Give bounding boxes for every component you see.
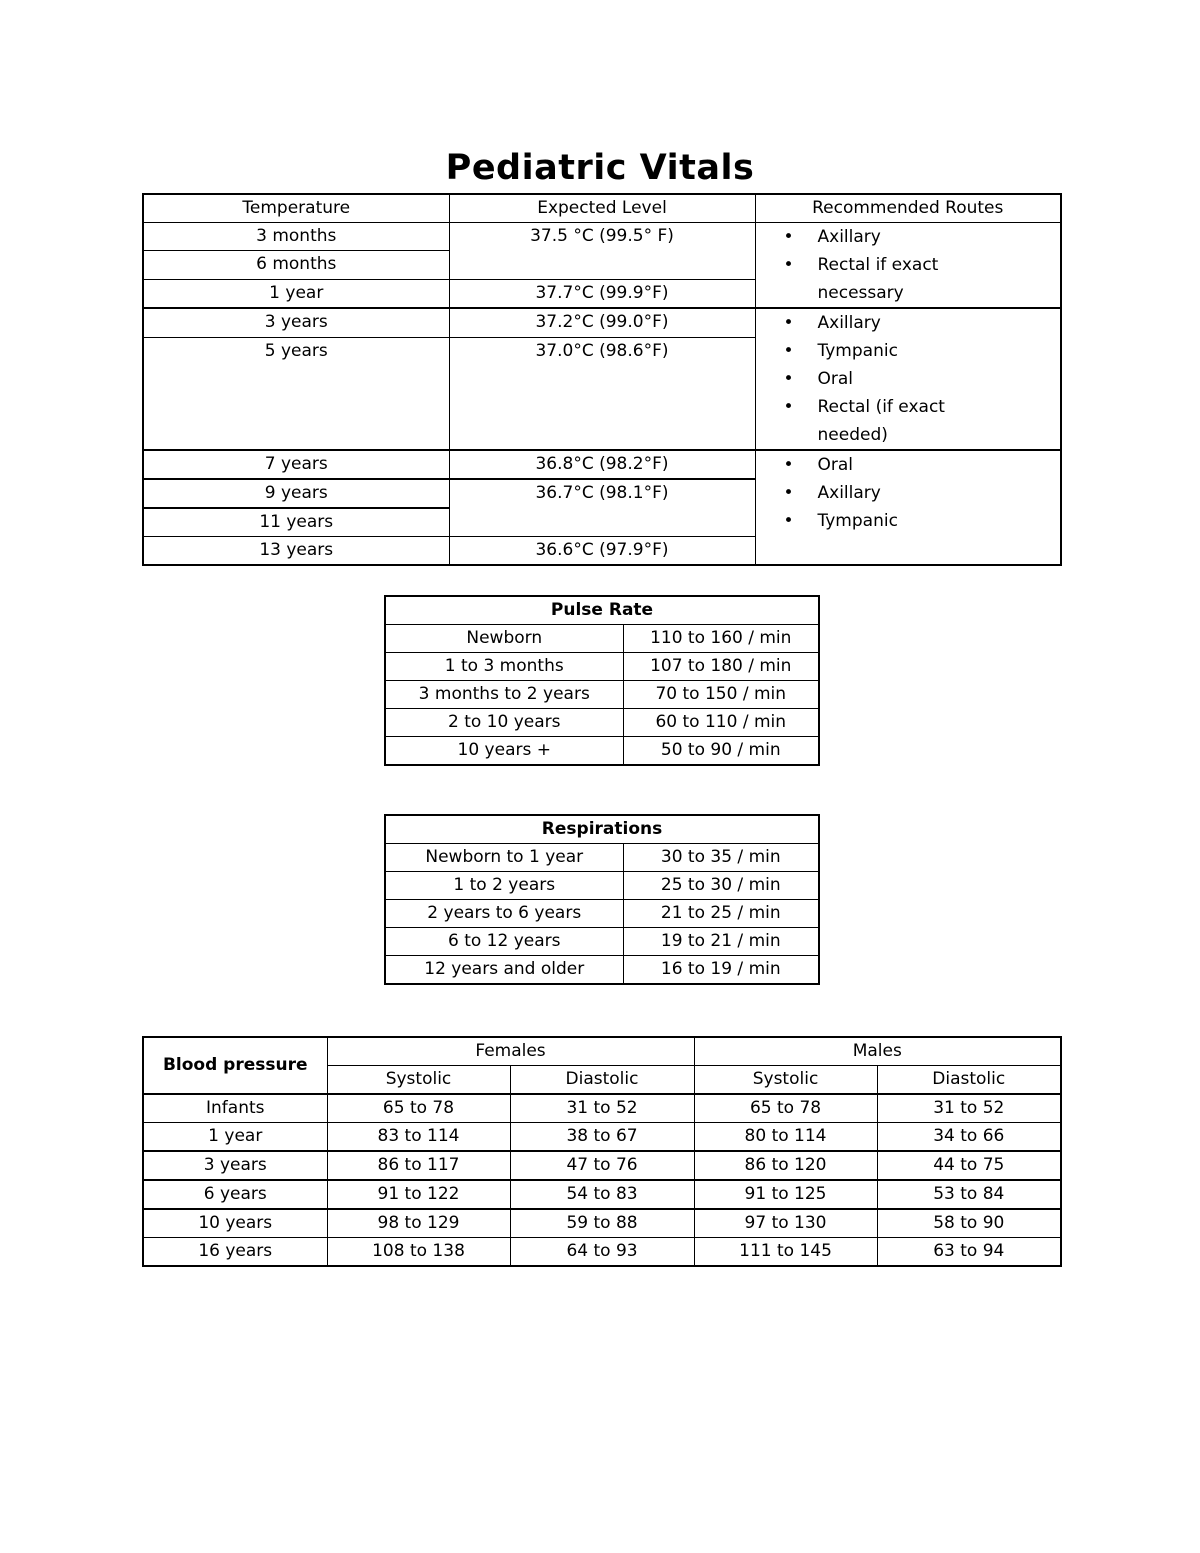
value-cell: 80 to 114 bbox=[694, 1123, 877, 1152]
temperature-table bbox=[142, 193, 1062, 566]
route-item: • Tympanic bbox=[818, 337, 1061, 365]
value-cell: 54 to 83 bbox=[510, 1180, 694, 1209]
value-cell: 98 to 129 bbox=[327, 1209, 510, 1238]
age-cell: Newborn bbox=[385, 625, 623, 653]
bp-group-header-row bbox=[143, 1037, 1061, 1066]
age-cell: 1 year bbox=[143, 279, 449, 308]
systolic-header: Systolic bbox=[327, 1066, 510, 1095]
value-cell: 30 to 35 / min bbox=[623, 844, 819, 872]
diastolic-header: Diastolic bbox=[877, 1066, 1061, 1095]
page-title: Pediatric Vitals bbox=[445, 148, 755, 188]
routes-cell bbox=[755, 308, 1061, 450]
age-cell: 10 years bbox=[143, 1209, 327, 1238]
value-cell: 16 to 19 / min bbox=[623, 956, 819, 985]
level-cell: 37.0°C (98.6°F) bbox=[449, 338, 755, 451]
route-item: • Oral bbox=[818, 365, 1061, 393]
table-row bbox=[143, 308, 1061, 338]
value-cell: 31 to 52 bbox=[510, 1094, 694, 1123]
value-cell: 111 to 145 bbox=[694, 1238, 877, 1267]
table-row bbox=[385, 709, 819, 737]
pulse-caption-row bbox=[385, 596, 819, 625]
table-row bbox=[385, 872, 819, 900]
respirations-table bbox=[384, 814, 820, 985]
value-cell: 58 to 90 bbox=[877, 1209, 1061, 1238]
route-item: • Rectal if exact necessary bbox=[818, 251, 968, 307]
age-cell: 1 to 2 years bbox=[385, 872, 623, 900]
blood-pressure-label: Blood pressure bbox=[143, 1037, 327, 1094]
value-cell: 21 to 25 / min bbox=[623, 900, 819, 928]
age-cell: 5 years bbox=[143, 338, 449, 451]
table-row bbox=[143, 1180, 1061, 1209]
level-cell: 37.5 °C (99.5° F) bbox=[449, 223, 755, 280]
value-cell: 65 to 78 bbox=[694, 1094, 877, 1123]
pulse-caption: Pulse Rate bbox=[385, 596, 819, 625]
respirations-caption-row bbox=[385, 815, 819, 844]
level-cell: 37.2°C (99.0°F) bbox=[449, 308, 755, 338]
temperature-header: Temperature bbox=[143, 194, 449, 223]
age-cell: Newborn to 1 year bbox=[385, 844, 623, 872]
route-item: • Axillary bbox=[818, 309, 1061, 337]
age-cell: 13 years bbox=[143, 537, 449, 566]
age-cell: 16 years bbox=[143, 1238, 327, 1267]
age-cell: Infants bbox=[143, 1094, 327, 1123]
value-cell: 47 to 76 bbox=[510, 1151, 694, 1180]
table-row bbox=[385, 844, 819, 872]
age-cell: 6 years bbox=[143, 1180, 327, 1209]
value-cell: 60 to 110 / min bbox=[623, 709, 819, 737]
route-item: • Tympanic bbox=[818, 507, 1061, 535]
age-cell: 9 years bbox=[143, 479, 449, 508]
value-cell: 107 to 180 / min bbox=[623, 653, 819, 681]
value-cell: 25 to 30 / min bbox=[623, 872, 819, 900]
diastolic-header: Diastolic bbox=[510, 1066, 694, 1095]
males-header: Males bbox=[694, 1037, 1061, 1066]
table-row bbox=[385, 956, 819, 985]
table-row bbox=[143, 1123, 1061, 1152]
value-cell: 91 to 122 bbox=[327, 1180, 510, 1209]
value-cell: 86 to 120 bbox=[694, 1151, 877, 1180]
age-cell: 1 to 3 months bbox=[385, 653, 623, 681]
temperature-header-row bbox=[143, 194, 1061, 223]
table-row bbox=[385, 900, 819, 928]
value-cell: 50 to 90 / min bbox=[623, 737, 819, 766]
routes-list bbox=[756, 451, 1061, 535]
value-cell: 86 to 117 bbox=[327, 1151, 510, 1180]
value-cell: 83 to 114 bbox=[327, 1123, 510, 1152]
table-row bbox=[143, 1238, 1061, 1267]
table-row bbox=[143, 450, 1061, 479]
value-cell: 70 to 150 / min bbox=[623, 681, 819, 709]
table-row bbox=[385, 737, 819, 766]
route-item: • Rectal (if exact needed) bbox=[818, 393, 978, 449]
age-cell: 6 to 12 years bbox=[385, 928, 623, 956]
age-cell: 3 months bbox=[143, 223, 449, 251]
level-cell: 36.6°C (97.9°F) bbox=[449, 537, 755, 566]
recommended-routes-header: Recommended Routes bbox=[755, 194, 1061, 223]
level-cell: 37.7°C (99.9°F) bbox=[449, 279, 755, 308]
value-cell: 53 to 84 bbox=[877, 1180, 1061, 1209]
table-row bbox=[385, 653, 819, 681]
systolic-header: Systolic bbox=[694, 1066, 877, 1095]
value-cell: 34 to 66 bbox=[877, 1123, 1061, 1152]
route-item: • Axillary bbox=[818, 479, 1061, 507]
age-cell: 1 year bbox=[143, 1123, 327, 1152]
respirations-caption: Respirations bbox=[385, 815, 819, 844]
age-cell: 3 years bbox=[143, 308, 449, 338]
table-row bbox=[143, 1209, 1061, 1238]
routes-list bbox=[756, 309, 1061, 449]
age-cell: 11 years bbox=[143, 508, 449, 537]
routes-list bbox=[756, 223, 1061, 307]
value-cell: 31 to 52 bbox=[877, 1094, 1061, 1123]
value-cell: 108 to 138 bbox=[327, 1238, 510, 1267]
value-cell: 38 to 67 bbox=[510, 1123, 694, 1152]
age-cell: 12 years and older bbox=[385, 956, 623, 985]
value-cell: 44 to 75 bbox=[877, 1151, 1061, 1180]
age-cell: 6 months bbox=[143, 251, 449, 279]
age-cell: 2 years to 6 years bbox=[385, 900, 623, 928]
routes-cell bbox=[755, 450, 1061, 565]
age-cell: 3 months to 2 years bbox=[385, 681, 623, 709]
table-row bbox=[385, 928, 819, 956]
value-cell: 19 to 21 / min bbox=[623, 928, 819, 956]
table-row bbox=[143, 1094, 1061, 1123]
value-cell: 65 to 78 bbox=[327, 1094, 510, 1123]
value-cell: 91 to 125 bbox=[694, 1180, 877, 1209]
value-cell: 59 to 88 bbox=[510, 1209, 694, 1238]
pulse-rate-table bbox=[384, 595, 820, 766]
age-cell: 7 years bbox=[143, 450, 449, 479]
level-cell: 36.7°C (98.1°F) bbox=[449, 479, 755, 537]
table-row bbox=[143, 1151, 1061, 1180]
females-header: Females bbox=[327, 1037, 694, 1066]
route-item: • Axillary bbox=[818, 223, 1061, 251]
expected-level-header: Expected Level bbox=[449, 194, 755, 223]
value-cell: 110 to 160 / min bbox=[623, 625, 819, 653]
table-row bbox=[385, 681, 819, 709]
blood-pressure-table bbox=[142, 1036, 1062, 1267]
age-cell: 2 to 10 years bbox=[385, 709, 623, 737]
value-cell: 63 to 94 bbox=[877, 1238, 1061, 1267]
age-cell: 10 years + bbox=[385, 737, 623, 766]
value-cell: 64 to 93 bbox=[510, 1238, 694, 1267]
table-row bbox=[143, 223, 1061, 251]
level-cell: 36.8°C (98.2°F) bbox=[449, 450, 755, 479]
routes-cell bbox=[755, 223, 1061, 309]
age-cell: 3 years bbox=[143, 1151, 327, 1180]
route-item: • Oral bbox=[818, 451, 1061, 479]
table-row bbox=[385, 625, 819, 653]
value-cell: 97 to 130 bbox=[694, 1209, 877, 1238]
